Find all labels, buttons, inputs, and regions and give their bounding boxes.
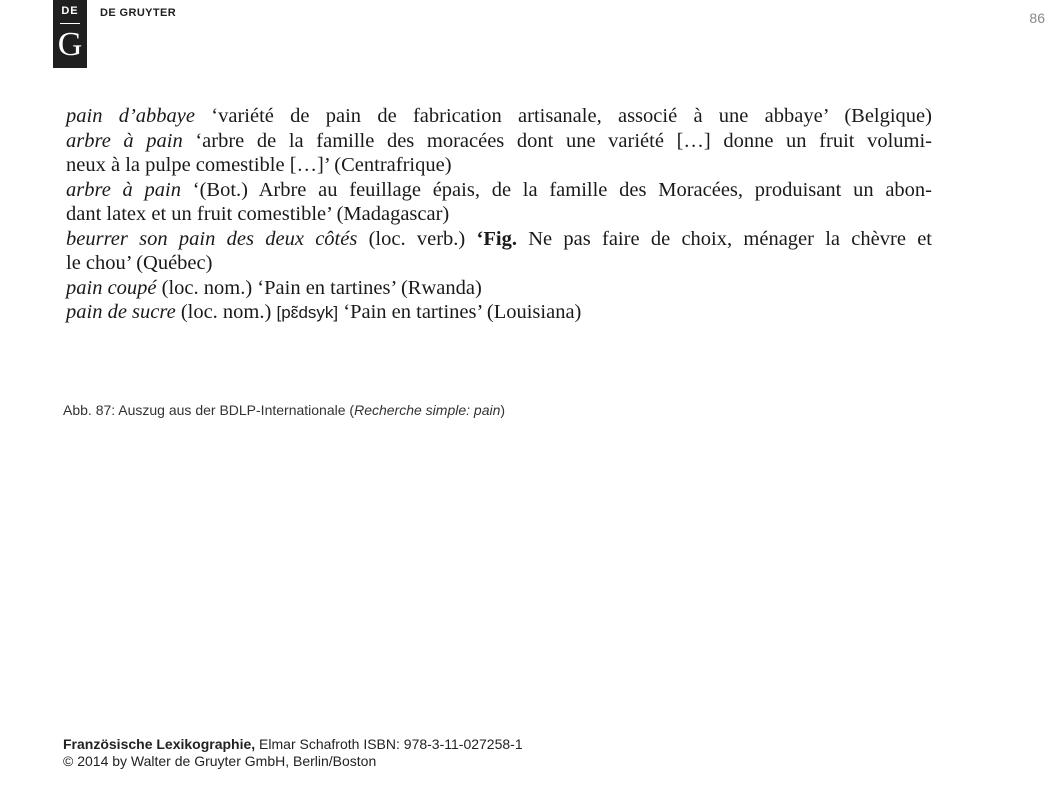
caption-query: Recherche simple: pain	[354, 402, 501, 418]
entry-line	[66, 276, 932, 301]
publisher-name: DE GRUYTER	[100, 7, 177, 19]
entry-grammar: (loc. nom.)	[175, 301, 277, 323]
entry-line	[66, 227, 932, 252]
entry-headword: pain coupé	[66, 276, 157, 299]
entry-headword: arbre à pain	[66, 129, 183, 152]
entry-continuation: neux à la pulpe comestible […]’ (Centrafrique)	[66, 154, 452, 176]
entry-line	[66, 178, 932, 203]
entry-definition: (loc. nom.) ‘Pain en tartines’ (Rwanda)	[156, 276, 482, 299]
entry-line	[66, 104, 932, 129]
entry-line	[66, 129, 932, 154]
entry-continuation: le chou’ (Québec)	[66, 252, 213, 274]
book-title: Französische Lexikographie,	[63, 736, 256, 752]
caption-prefix: Abb. 87: Auszug aus der BDLP-Internationale (	[63, 402, 355, 418]
figure-caption	[63, 402, 505, 418]
entry-grammar: (loc. verb.)	[357, 227, 477, 250]
page-number: 86	[1029, 10, 1045, 26]
entry-headword: pain d’abbaye	[66, 105, 195, 127]
entry-definition: Ne pas faire de choix, ménager la chèvre et	[516, 227, 933, 250]
copyright-line: © 2014 by Walter de Gruyter GmbH, Berlin/Boston	[63, 753, 377, 769]
entry-phonetic: [pɛ̃dsyk]	[276, 303, 339, 322]
logo-divider	[60, 23, 80, 24]
citation-line	[63, 736, 523, 753]
entry-continuation: dant latex et un fruit comestible’ (Madagascar)	[66, 203, 450, 225]
dictionary-excerpt	[66, 104, 932, 326]
entry-line	[66, 300, 932, 326]
publisher-logo	[53, 0, 87, 68]
entry-definition: ‘Pain en tartines’ (Louisiana)	[338, 301, 582, 323]
entry-headword: pain de sucre	[66, 301, 176, 323]
entry-definition: ‘(Bot.) Arbre au feuillage épais, de la famille des Moracées, produisant un abon-	[181, 178, 932, 201]
caption-suffix: )	[500, 402, 506, 418]
logo-de-text: DE	[61, 5, 79, 17]
entry-headword: beurrer son pain des deux côtés	[66, 227, 358, 250]
book-details: Elmar Schafroth ISBN: 978-3-11-027258-1	[255, 736, 523, 752]
page-footer	[63, 736, 523, 770]
entry-headword: arbre à pain	[66, 178, 181, 201]
entry-definition: ‘variété de pain de fabrication artisanale, associé à une abbaye’ (Belgique)	[195, 105, 932, 127]
logo-g-letter: G	[57, 26, 83, 63]
entry-definition: ‘arbre de la famille des moracées dont une variété […] donne un fruit volumi-	[182, 129, 932, 152]
entry-usage-label: ‘Fig.	[476, 227, 517, 250]
